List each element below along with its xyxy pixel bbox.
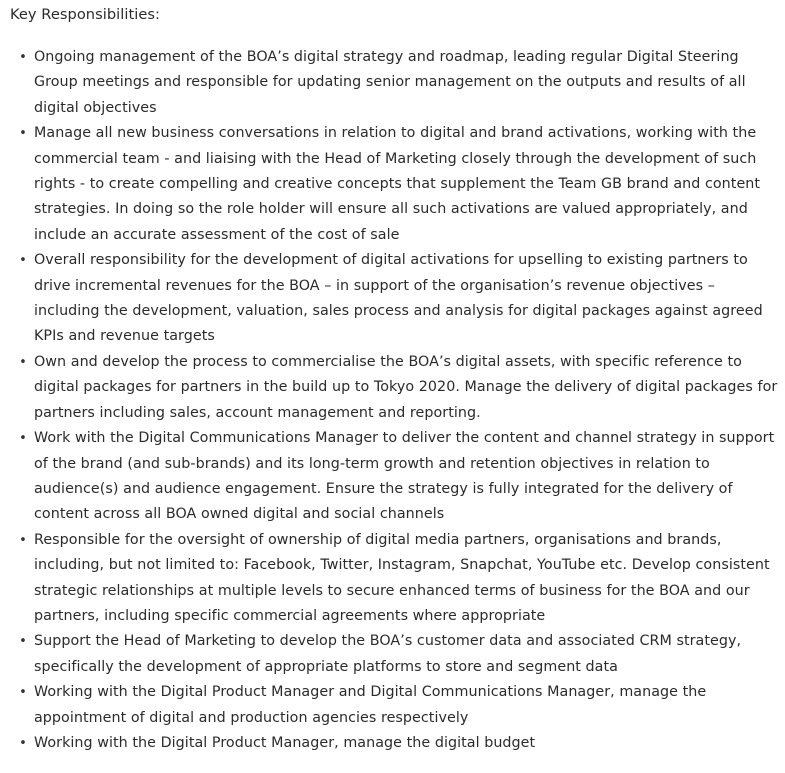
list-item-text: Ongoing management of the BOA’s digital strategy and roadmap, leading regular Digital Steering Group meetings and responsible for updating senior management on the outputs and results of all digital objectives <box>34 49 746 116</box>
list-item-text: Overall responsibility for the development of digital activations for upselling to existing partners to drive incremental revenues for the BOA – in support of the organisation’s revenue objectives – including the development, valuation, sales process and analysis for digital packages against agreed KPIs and revenue targets <box>34 252 763 345</box>
bullet-icon: • <box>19 634 27 650</box>
bullet-icon: • <box>19 354 27 370</box>
list-item-text: Own and develop the process to commercialise the BOA’s digital assets, with specific reference to digital packages for partners in the build up to Tokyo 2020. Manage the delivery of digital packages for partners including sales, account management and reporting. <box>34 353 778 421</box>
responsibilities-section <box>10 5 782 756</box>
list-item <box>10 121 782 248</box>
responsibilities-list <box>10 45 782 756</box>
bullet-icon: • <box>19 431 27 447</box>
list-item <box>10 731 782 756</box>
bullet-icon: • <box>19 253 27 269</box>
section-heading: Key Responsibilities: <box>10 6 161 23</box>
list-item-text: Manage all new business conversations in relation to digital and brand activations, working with the commercial team - and liaising with the Head of Marketing closely through the development of such rights - to create compelling and creative concepts that supplement the Team GB brand and content strategies. In doing so the role holder will ensure all such activations are valued appropriately, and include an accurate assessment of the cost of sale <box>34 125 761 243</box>
list-item <box>10 45 782 121</box>
list-item <box>10 680 782 731</box>
list-item <box>10 629 782 680</box>
list-item <box>10 350 782 426</box>
list-item <box>10 528 782 630</box>
bullet-icon: • <box>19 735 27 751</box>
bullet-icon: • <box>19 532 27 548</box>
list-item-text: Working with the Digital Product Manager, manage the digital budget <box>34 734 536 751</box>
list-item <box>10 248 782 350</box>
list-item-text: Work with the Digital Communications Manager to deliver the content and channel strategy in support of the brand (and sub-brands) and its long-term growth and retention objectives in relation to audience(s) and audience engagement. Ensure the strategy is fully integrated for the delivery of content across all BOA owned digital and social channels <box>34 430 775 523</box>
list-item-text: Support the Head of Marketing to develop the BOA’s customer data and associated CRM strategy, specifically the development of appropriate platforms to store and segment data <box>34 633 742 675</box>
bullet-icon: • <box>19 126 27 142</box>
list-item <box>10 426 782 528</box>
bullet-icon: • <box>19 50 27 65</box>
bullet-icon: • <box>19 685 27 701</box>
list-item-text: Working with the Digital Product Manager and Digital Communications Manager, manage the appointment of digital and production agencies respectively <box>34 684 707 726</box>
list-item-text: Responsible for the oversight of ownership of digital media partners, organisations and brands, including, but not limited to: Facebook, Twitter, Instagram, Snapchat, YouTube etc. Develop consistent strategic relationships at multiple levels to secure enhanced terms of business for the BOA and our partners, including specific commercial agreements where appropriate <box>34 531 770 624</box>
